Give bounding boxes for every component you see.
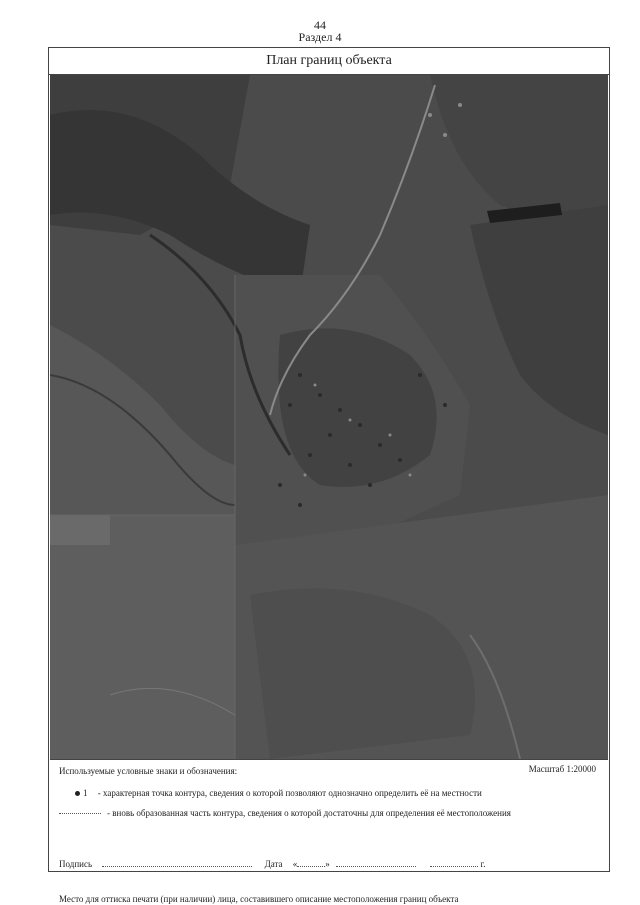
date-open-quote: « (292, 859, 298, 869)
legend-item-contour-text: - вновь образованная часть контура, сведения о которой достаточны для определения её местоположения (107, 808, 511, 818)
year-suffix: г. (480, 859, 486, 869)
legend-item-contour (59, 808, 594, 818)
legend-item-point (59, 788, 604, 798)
date-day-field[interactable] (297, 858, 325, 867)
date-year-field[interactable] (430, 858, 478, 867)
plan-title: План границ объекта (49, 48, 609, 75)
signature-row (59, 858, 599, 869)
plan-frame (48, 47, 610, 904)
satellite-map[interactable] (50, 75, 608, 760)
point-marker-label: 1 (83, 788, 88, 798)
satellite-image (50, 75, 608, 759)
point-marker-icon (75, 791, 80, 796)
date-close-quote: » (325, 859, 330, 869)
section-title: Раздел 4 (298, 30, 342, 44)
page-number: 44 (314, 18, 326, 32)
legend-heading: Используемые условные знаки и обозначения: (59, 766, 238, 776)
dashed-line-icon (59, 813, 101, 814)
map-scale: Масштаб 1:20000 (528, 764, 596, 774)
signature-field[interactable] (102, 858, 252, 867)
date-month-field[interactable] (336, 858, 416, 867)
date-label: Дата (264, 859, 283, 869)
signature-label: Подпись (59, 859, 93, 869)
legend-item-point-text: - характерная точка контура, сведения о которой позволяют однозначно определить её на местности (97, 788, 482, 798)
stamp-note: Место для оттиска печати (при наличии) лица, составившего описание местоположения границ объекта (59, 894, 459, 904)
